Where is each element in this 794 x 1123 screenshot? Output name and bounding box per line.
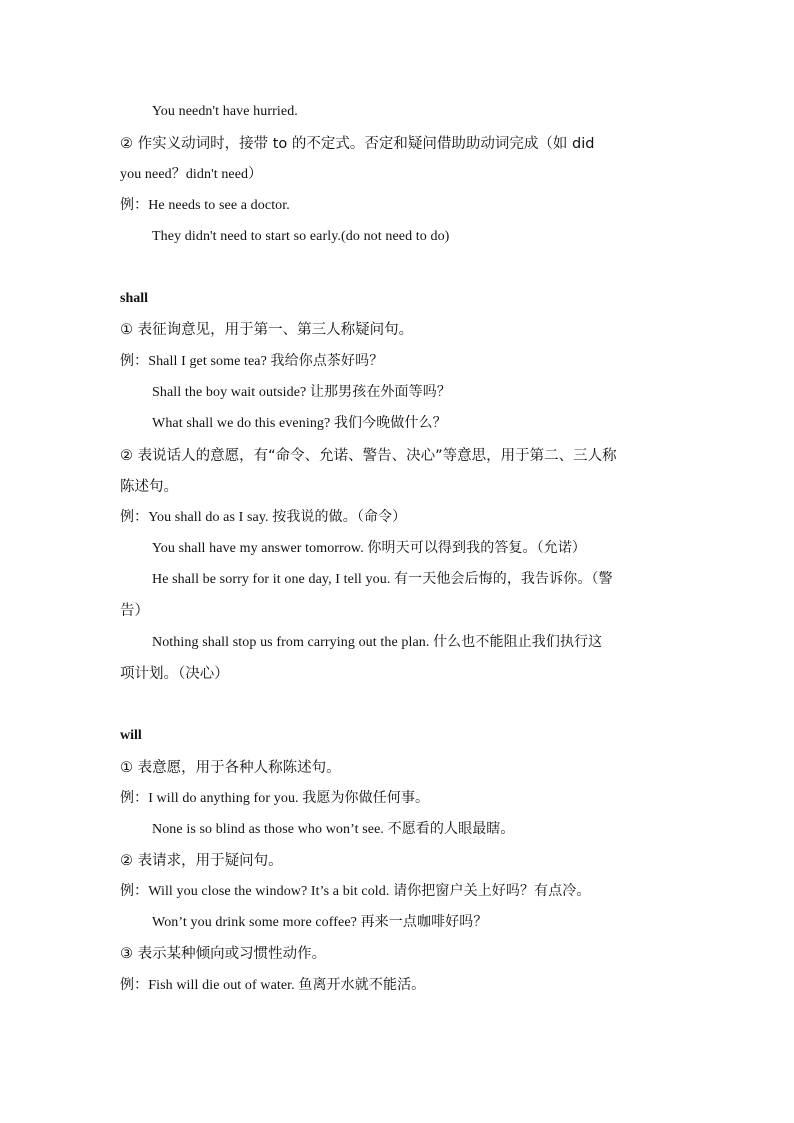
shall-example-3: What shall we do this evening? 我们今晚做什么？: [152, 416, 447, 431]
will-example-3: 例：Will you close the window? It’s a bit cold. 请你把窗户关上好吗？有点冷。: [120, 884, 591, 899]
shall-point2-line2: 陈述句。: [120, 479, 178, 495]
shall-example-6-line2: 告）: [120, 603, 149, 619]
will-example-1: 例：I will do anything for you. 我愿为你做任何事。: [120, 791, 430, 806]
shall-example-4: 例：You shall do as I say. 按我说的做。（命令）: [120, 510, 407, 525]
shall-example-6-line1: He shall be sorry for it one day, I tell you. 有一天他会后悔的，我告诉你。（警: [152, 572, 613, 587]
need-point2-line2: you need？didn't need）: [120, 167, 263, 182]
need-point2-line1: ② 作实义动词时，接带 to 的不定式。否定和疑问借助助动词完成（如 did: [120, 136, 595, 152]
will-point2: ② 表请求，用于疑问句。: [120, 853, 283, 869]
need-example-1: 例：He needs to see a doctor.: [120, 198, 290, 213]
will-example-5: 例：Fish will die out of water. 鱼离开水就不能活。: [120, 978, 426, 993]
need-example-2: They didn't need to start so early.(do not need to do): [152, 229, 450, 244]
section-heading-shall: shall: [120, 291, 149, 306]
shall-example-1: 例：Shall I get some tea? 我给你点茶好吗？: [120, 354, 384, 369]
shall-point1: ① 表征询意见，用于第一、第三人称疑问句。: [120, 322, 414, 338]
need-example-tail: You needn't have hurried.: [152, 104, 298, 119]
shall-example-2: Shall the boy wait outside? 让那男孩在外面等吗？: [152, 385, 451, 400]
shall-point2-line1: ② 表说话人的意愿，有“命令、允诺、警告、决心”等意思，用于第二、三人称: [120, 448, 617, 464]
shall-example-5: You shall have my answer tomorrow. 你明天可以得到我的答复。（允诺）: [152, 541, 587, 556]
will-point3: ③ 表示某种倾向或习惯性动作。: [120, 946, 327, 962]
will-example-4: Won’t you drink some more coffee? 再来一点咖啡好吗？: [152, 915, 488, 930]
will-point1: ① 表意愿，用于各种人称陈述句。: [120, 760, 341, 776]
shall-example-7-line1: Nothing shall stop us from carrying out the plan. 什么也不能阻止我们执行这: [152, 635, 603, 650]
section-heading-will: will: [120, 728, 142, 743]
shall-example-7-line2: 项计划。（决心）: [120, 666, 229, 682]
will-example-2: None is so blind as those who won’t see. 不愿看的人眼最瞎。: [152, 822, 515, 837]
